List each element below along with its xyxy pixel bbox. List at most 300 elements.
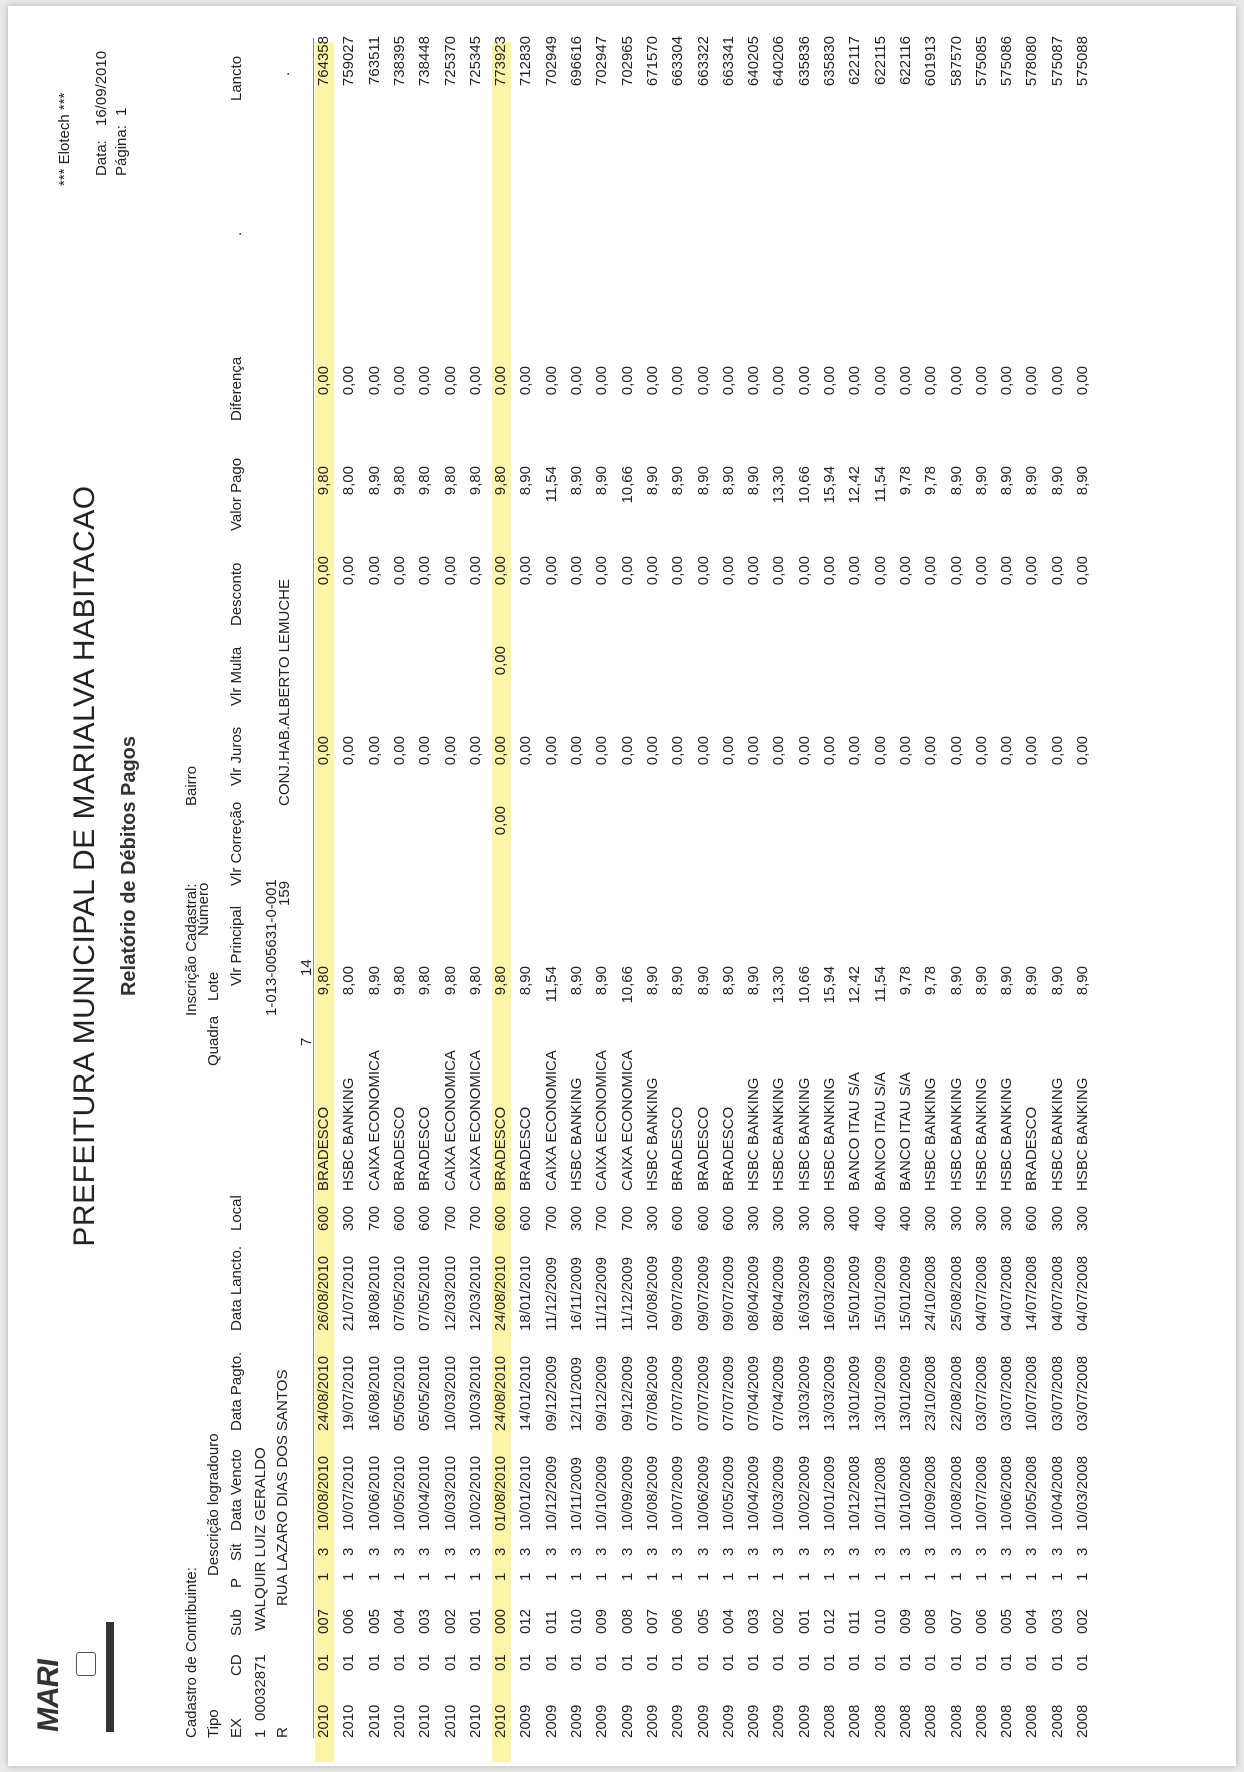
cell-ex: 2008: [948, 1704, 965, 1738]
cell-principal: 9,80: [315, 966, 332, 996]
cell-sit: 3: [922, 1547, 939, 1556]
table-row: [516, 6, 538, 1766]
cell-local-cod: 700: [593, 1205, 610, 1231]
cell-sub: 004: [391, 1608, 408, 1634]
cell-principal: 8,90: [948, 966, 965, 996]
cell-cd: 01: [568, 1654, 585, 1671]
cell-cd: 01: [315, 1654, 332, 1671]
cell-sit: 3: [644, 1547, 661, 1556]
cell-sub: 002: [770, 1608, 787, 1634]
cell-lancto-data: 14/07/2008: [1023, 1255, 1040, 1331]
cell-vencto: 10/03/2009: [770, 1455, 787, 1531]
cell-local-cod: 600: [517, 1205, 534, 1231]
cell-banco: HSBC BANKING: [568, 1077, 585, 1191]
cell-p: 1: [619, 1572, 636, 1581]
cell-desconto: 0,00: [897, 556, 914, 586]
cell-principal: 8,90: [1023, 966, 1040, 996]
cell-lancto: 640205: [745, 36, 762, 87]
cell-pago: 8,90: [973, 466, 990, 496]
cell-juros: 0,00: [846, 736, 863, 766]
cell-pago: 8,90: [1023, 466, 1040, 496]
cell-sub: 001: [796, 1608, 813, 1634]
cell-lancto: 587570: [948, 36, 965, 87]
table-row: [643, 6, 665, 1766]
cell-sub: 010: [568, 1608, 585, 1634]
cell-vencto: 10/05/2008: [1023, 1455, 1040, 1531]
cell-desconto: 0,00: [366, 556, 383, 586]
cell-banco: HSBC BANKING: [1074, 1077, 1091, 1191]
col-p: P: [228, 1577, 245, 1588]
cell-p: 1: [872, 1572, 889, 1581]
cell-ex: 2010: [492, 1704, 509, 1738]
cell-vencto: 10/08/2009: [644, 1455, 661, 1531]
cell-cd: 01: [1023, 1654, 1040, 1671]
cell-pago: 13,30: [770, 466, 787, 504]
cell-p: 1: [1074, 1572, 1091, 1581]
cell-vencto: 10/05/2010: [391, 1455, 408, 1531]
col-local: Local: [228, 1195, 245, 1231]
table-row: [694, 6, 716, 1766]
contribuinte-lote: 14: [298, 959, 315, 976]
cell-lancto-data: 15/01/2009: [846, 1255, 863, 1331]
cell-sub: 011: [846, 1610, 863, 1634]
contribuinte-numero: 159: [276, 880, 293, 906]
seal-icon: [76, 1652, 96, 1676]
table-row: [365, 6, 387, 1766]
cell-cd: 01: [922, 1654, 939, 1671]
cell-desconto: 0,00: [998, 556, 1015, 586]
cell-principal: 10,66: [796, 966, 813, 1004]
cell-pagto: 23/10/2008: [922, 1355, 939, 1431]
table-row: [947, 6, 969, 1766]
cell-diferenca: 0,00: [467, 366, 484, 396]
col-vlr-principal: Vlr Principal: [228, 905, 245, 986]
cell-desconto: 0,00: [315, 556, 332, 586]
cell-pagto: 22/08/2008: [948, 1355, 965, 1431]
cell-desconto: 0,00: [770, 556, 787, 586]
cell-diferenca: 0,00: [796, 366, 813, 396]
cell-juros: 0,00: [467, 736, 484, 766]
contribuinte-logradouro: RUA LAZARO DIAS DOS SANTOS: [274, 1369, 291, 1606]
rotated-report: [8, 6, 1236, 1766]
table-row: [997, 6, 1019, 1766]
cell-pago: 15,94: [821, 466, 838, 504]
cell-vencto: 10/03/2008: [1074, 1455, 1091, 1531]
cell-banco: BANCO ITAU S/A: [897, 1072, 914, 1191]
cell-local-cod: 400: [872, 1205, 889, 1231]
cell-lancto: 622116: [897, 36, 914, 85]
cell-diferenca: 0,00: [821, 366, 838, 396]
cell-cd: 01: [745, 1654, 762, 1671]
cell-banco: HSBC BANKING: [796, 1077, 813, 1191]
col-ex: EX: [228, 1717, 245, 1738]
cell-lancto-data: 07/05/2010: [416, 1255, 433, 1331]
cell-diferenca: 0,00: [948, 366, 965, 396]
col-sit: Sit: [228, 1543, 245, 1561]
cell-juros: 0,00: [644, 736, 661, 766]
contribuinte-codigo: 00032871: [252, 1654, 269, 1721]
cell-ex: 2008: [846, 1704, 863, 1738]
col-vlr-juros: Vlr Juros: [228, 726, 245, 786]
cell-desconto: 0,00: [593, 556, 610, 586]
cell-cd: 01: [973, 1654, 990, 1671]
cell-lancto-data: 04/07/2008: [998, 1255, 1015, 1331]
cell-pago: 8,90: [669, 466, 686, 496]
cell-vencto: 10/05/2009: [720, 1455, 737, 1531]
cell-lancto: 702947: [593, 36, 610, 87]
cell-banco: HSBC BANKING: [998, 1077, 1015, 1191]
numero-label: Número: [195, 882, 212, 936]
cell-lancto: 575087: [1049, 36, 1066, 87]
cell-lancto: 759027: [340, 36, 357, 87]
cell-sub: 008: [619, 1608, 636, 1634]
cell-lancto: 663322: [695, 36, 712, 87]
cell-vencto: 10/09/2008: [922, 1455, 939, 1531]
cell-p: 1: [897, 1572, 914, 1581]
cell-diferenca: 0,00: [568, 366, 585, 396]
cell-sit: 3: [872, 1547, 889, 1556]
cell-cd: 01: [872, 1654, 889, 1671]
bairro-label: Bairro: [183, 765, 200, 806]
cell-vencto: 10/08/2008: [948, 1455, 965, 1531]
cell-desconto: 0,00: [948, 556, 965, 586]
cell-sit: 3: [619, 1547, 636, 1556]
cell-juros: 0,00: [973, 736, 990, 766]
cell-local-cod: 600: [492, 1205, 509, 1231]
cell-cd: 01: [442, 1654, 459, 1671]
cadastro-label: Cadastro de Contribuinte:: [183, 1567, 200, 1738]
cell-lancto: 640206: [770, 36, 787, 87]
page-label: Página:: [113, 125, 130, 176]
cell-pago: 8,90: [720, 466, 737, 496]
cell-local-cod: 300: [340, 1205, 357, 1231]
cell-cd: 01: [644, 1654, 661, 1671]
cell-juros: 0,00: [315, 736, 332, 766]
cell-juros: 0,00: [366, 736, 383, 766]
cell-p: 1: [948, 1572, 965, 1581]
cell-cd: 01: [695, 1654, 712, 1671]
cell-banco: HSBC BANKING: [644, 1077, 661, 1191]
cell-lancto: 635836: [796, 36, 813, 87]
cell-pago: 9,80: [467, 466, 484, 496]
table-row: [719, 6, 741, 1766]
cell-vencto: 10/12/2009: [543, 1455, 560, 1531]
cell-ex: 2009: [543, 1704, 560, 1738]
cell-vencto: 10/04/2009: [745, 1455, 762, 1531]
cell-sit: 3: [340, 1547, 357, 1556]
cell-pago: 8,90: [1049, 466, 1066, 496]
cell-diferenca: 0,00: [416, 366, 433, 396]
cell-juros: 0,00: [998, 736, 1015, 766]
cell-juros: 0,00: [669, 736, 686, 766]
col-vlr-multa: Vlr Multa: [228, 646, 245, 706]
cell-lancto-data: 16/03/2009: [796, 1255, 813, 1331]
cell-principal: 8,90: [593, 966, 610, 996]
cell-p: 1: [442, 1572, 459, 1581]
cell-ex: 2010: [366, 1704, 383, 1738]
cell-juros: 0,00: [897, 736, 914, 766]
date-value: 16/09/2010: [93, 50, 110, 126]
cell-sub: 006: [340, 1608, 357, 1634]
cell-lancto: 575085: [973, 36, 990, 87]
cell-p: 1: [796, 1572, 813, 1581]
cell-sit: 3: [315, 1547, 332, 1556]
col-vlr-correcao: Vlr Correção: [228, 801, 245, 886]
cell-lancto: 635830: [821, 36, 838, 87]
cell-diferenca: 0,00: [366, 366, 383, 396]
cell-desconto: 0,00: [340, 556, 357, 586]
cell-local-cod: 300: [948, 1205, 965, 1231]
cell-sit: 3: [416, 1547, 433, 1556]
cell-p: 1: [315, 1572, 332, 1581]
cell-sub: 006: [973, 1608, 990, 1634]
col-desconto: Desconto: [228, 562, 245, 626]
cell-pago: 10,66: [796, 466, 813, 504]
cell-diferenca: 0,00: [492, 366, 509, 396]
lote-label: Lote: [205, 971, 222, 1001]
cell-diferenca: 0,00: [745, 366, 762, 396]
cell-principal: 8,90: [720, 966, 737, 996]
cell-cd: 01: [846, 1654, 863, 1671]
cell-ex: 2008: [922, 1704, 939, 1738]
cell-p: 1: [846, 1572, 863, 1581]
cell-sub: 004: [1023, 1608, 1040, 1634]
cell-pago: 9,78: [897, 466, 914, 496]
cell-diferenca: 0,00: [846, 366, 863, 396]
cell-diferenca: 0,00: [998, 366, 1015, 396]
cell-local-cod: 300: [796, 1205, 813, 1231]
cell-banco: HSBC BANKING: [922, 1077, 939, 1191]
table-row: [921, 6, 943, 1766]
cell-sit: 3: [770, 1547, 787, 1556]
cell-local-cod: 300: [922, 1205, 939, 1231]
cell-p: 1: [391, 1572, 408, 1581]
cell-local-cod: 600: [416, 1205, 433, 1231]
cell-principal: 8,90: [745, 966, 762, 996]
cell-juros: 0,00: [948, 736, 965, 766]
cell-sit: 3: [517, 1547, 534, 1556]
cell-lancto: 764358: [315, 36, 332, 87]
cell-sub: 008: [922, 1608, 939, 1634]
col-lancto: Lancto: [228, 55, 245, 101]
cell-pagto: 13/03/2009: [796, 1355, 813, 1431]
cell-diferenca: 0,00: [872, 366, 889, 396]
cell-pago: 8,90: [366, 466, 383, 496]
cell-banco: CAIXA ECONOMICA: [593, 1050, 610, 1191]
cell-vencto: 10/10/2009: [593, 1455, 610, 1531]
cell-desconto: 0,00: [720, 556, 737, 586]
cell-ex: 2010: [416, 1704, 433, 1738]
cell-desconto: 0,00: [1049, 556, 1066, 586]
cell-sub: 002: [1074, 1608, 1091, 1634]
cell-pagto: 07/04/2009: [770, 1355, 787, 1431]
cell-ex: 2009: [745, 1704, 762, 1738]
cell-cd: 01: [416, 1654, 433, 1671]
cell-principal: 15,94: [821, 966, 838, 1004]
cell-ex: 2009: [568, 1704, 585, 1738]
cell-local-cod: 600: [720, 1205, 737, 1231]
cell-juros: 0,00: [1074, 736, 1091, 766]
cell-sit: 3: [568, 1547, 585, 1556]
table-row: [795, 6, 817, 1766]
cell-sit: 3: [593, 1547, 610, 1556]
cell-desconto: 0,00: [796, 556, 813, 586]
cell-cd: 01: [593, 1654, 610, 1671]
cell-juros: 0,00: [568, 736, 585, 766]
table-row: [1022, 6, 1044, 1766]
cell-juros: 0,00: [770, 736, 787, 766]
page-value: 1: [113, 107, 130, 116]
logo-text: MARI: [32, 1656, 65, 1735]
cell-vencto: 10/03/2010: [442, 1455, 459, 1531]
cell-lancto-data: 12/03/2010: [467, 1255, 484, 1331]
cell-pagto: 13/03/2009: [821, 1355, 838, 1431]
cell-lancto: 601913: [922, 36, 939, 87]
cell-banco: BRADESCO: [416, 1106, 433, 1191]
cell-diferenca: 0,00: [720, 366, 737, 396]
cell-banco: BRADESCO: [1023, 1106, 1040, 1191]
cell-pago: 10,66: [619, 466, 636, 504]
cell-sub: 012: [821, 1608, 838, 1634]
cell-pago: 8,90: [644, 466, 661, 496]
cell-principal: 8,90: [998, 966, 1015, 996]
cell-pagto: 07/07/2009: [695, 1355, 712, 1431]
col-cd: CD: [228, 1654, 245, 1676]
table-row: [314, 6, 336, 1766]
cell-diferenca: 0,00: [770, 366, 787, 396]
cell-principal: 8,90: [1074, 966, 1091, 996]
cell-ex: 2008: [821, 1704, 838, 1738]
table-row: [441, 6, 463, 1766]
table-row: [618, 6, 640, 1766]
cell-sub: 009: [897, 1608, 914, 1634]
cell-desconto: 0,00: [846, 556, 863, 586]
cell-pagto: 07/07/2009: [720, 1355, 737, 1431]
cell-pago: 9,80: [391, 466, 408, 496]
cell-banco: BRADESCO: [695, 1106, 712, 1191]
cell-banco: HSBC BANKING: [745, 1077, 762, 1191]
cell-desconto: 0,00: [467, 556, 484, 586]
cell-banco: HSBC BANKING: [821, 1077, 838, 1191]
cell-lancto: 725345: [467, 36, 484, 87]
cell-p: 1: [922, 1572, 939, 1581]
cell-pagto: 10/07/2008: [1023, 1355, 1040, 1431]
cell-lancto-data: 08/04/2009: [770, 1255, 787, 1331]
cell-juros: 0,00: [821, 736, 838, 766]
cell-desconto: 0,00: [492, 556, 509, 586]
cell-sit: 3: [442, 1547, 459, 1556]
cell-principal: 9,80: [416, 966, 433, 996]
cell-sit: 3: [695, 1547, 712, 1556]
cell-cd: 01: [948, 1654, 965, 1671]
cell-vencto: 10/06/2008: [998, 1455, 1015, 1531]
cell-principal: 8,00: [340, 966, 357, 996]
cell-lancto: 663341: [720, 36, 737, 87]
cell-pagto: 03/07/2008: [973, 1355, 990, 1431]
cell-cd: 01: [517, 1654, 534, 1671]
report-title: PREFEITURA MUNICIPAL DE MARIALVA HABITACAO: [68, 485, 101, 1247]
table-row: [390, 6, 412, 1766]
cell-sit: 3: [391, 1547, 408, 1556]
cell-sub: 000: [492, 1608, 509, 1634]
cell-banco: BRADESCO: [391, 1106, 408, 1191]
cell-ex: 2009: [695, 1704, 712, 1738]
cell-desconto: 0,00: [644, 556, 661, 586]
cell-pagto: 10/03/2010: [442, 1355, 459, 1431]
cell-vencto: 01/08/2010: [492, 1455, 509, 1531]
cell-vencto: 10/10/2008: [897, 1455, 914, 1531]
cell-desconto: 0,00: [669, 556, 686, 586]
cell-lancto: 575088: [1074, 36, 1091, 87]
cell-vencto: 10/07/2010: [340, 1455, 357, 1531]
cell-juros: 0,00: [695, 736, 712, 766]
cell-juros: 0,00: [416, 736, 433, 766]
cell-sub: 001: [467, 1608, 484, 1634]
cell-pagto: 03/07/2008: [998, 1355, 1015, 1431]
cell-pagto: 03/07/2008: [1074, 1355, 1091, 1431]
table-row: [744, 6, 766, 1766]
cell-lancto-data: 11/12/2009: [593, 1257, 610, 1331]
cell-pago: 8,90: [998, 466, 1015, 496]
cell-ex: 2008: [897, 1704, 914, 1738]
cell-juros: 0,00: [1049, 736, 1066, 766]
cell-lancto: 738448: [416, 36, 433, 87]
quadra-label: Quadra: [205, 1015, 222, 1066]
cell-ex: 2008: [973, 1704, 990, 1738]
cell-p: 1: [517, 1572, 534, 1581]
col-diferenca: Diferença: [228, 356, 245, 421]
cell-principal: 8,90: [973, 966, 990, 996]
col-data-vencto: Data Vencto: [228, 1449, 245, 1531]
cell-principal: 9,80: [492, 966, 509, 996]
system-name: *** Elotech ***: [56, 92, 73, 186]
cell-sit: 3: [492, 1547, 509, 1556]
table-row: [769, 6, 791, 1766]
cell-sub: 007: [315, 1608, 332, 1634]
cell-ex: 2008: [1023, 1704, 1040, 1738]
cell-sub: 009: [593, 1608, 610, 1634]
cell-diferenca: 0,00: [644, 366, 661, 396]
cell-principal: 11,54: [872, 966, 889, 1003]
cell-sit: 3: [821, 1547, 838, 1556]
cell-lancto: 725370: [442, 36, 459, 87]
cell-local-cod: 300: [998, 1205, 1015, 1231]
cell-sit: 3: [669, 1547, 686, 1556]
cell-sub: 003: [745, 1608, 762, 1634]
cell-p: 1: [340, 1572, 357, 1581]
table-row: [466, 6, 488, 1766]
cell-juros: 0,00: [1023, 736, 1040, 766]
cell-lancto-data: 24/08/2010: [492, 1255, 509, 1331]
cell-vencto: 10/01/2009: [821, 1455, 838, 1531]
cell-juros: 0,00: [872, 736, 889, 766]
cell-p: 1: [973, 1572, 990, 1581]
cell-local-cod: 600: [391, 1205, 408, 1231]
cell-cd: 01: [467, 1654, 484, 1671]
cell-banco: BRADESCO: [669, 1106, 686, 1191]
cell-desconto: 0,00: [442, 556, 459, 586]
cell-local-cod: 700: [619, 1205, 636, 1231]
cell-local-cod: 300: [973, 1205, 990, 1231]
cell-lancto: 663304: [669, 36, 686, 87]
cell-sit: 3: [720, 1547, 737, 1556]
dot-mark-2: .: [276, 71, 293, 76]
cell-principal: 8,90: [695, 966, 712, 996]
cell-cd: 01: [770, 1654, 787, 1671]
cell-pagto: 09/12/2009: [593, 1355, 610, 1431]
table-row: [339, 6, 361, 1766]
cell-ex: 2009: [517, 1704, 534, 1738]
